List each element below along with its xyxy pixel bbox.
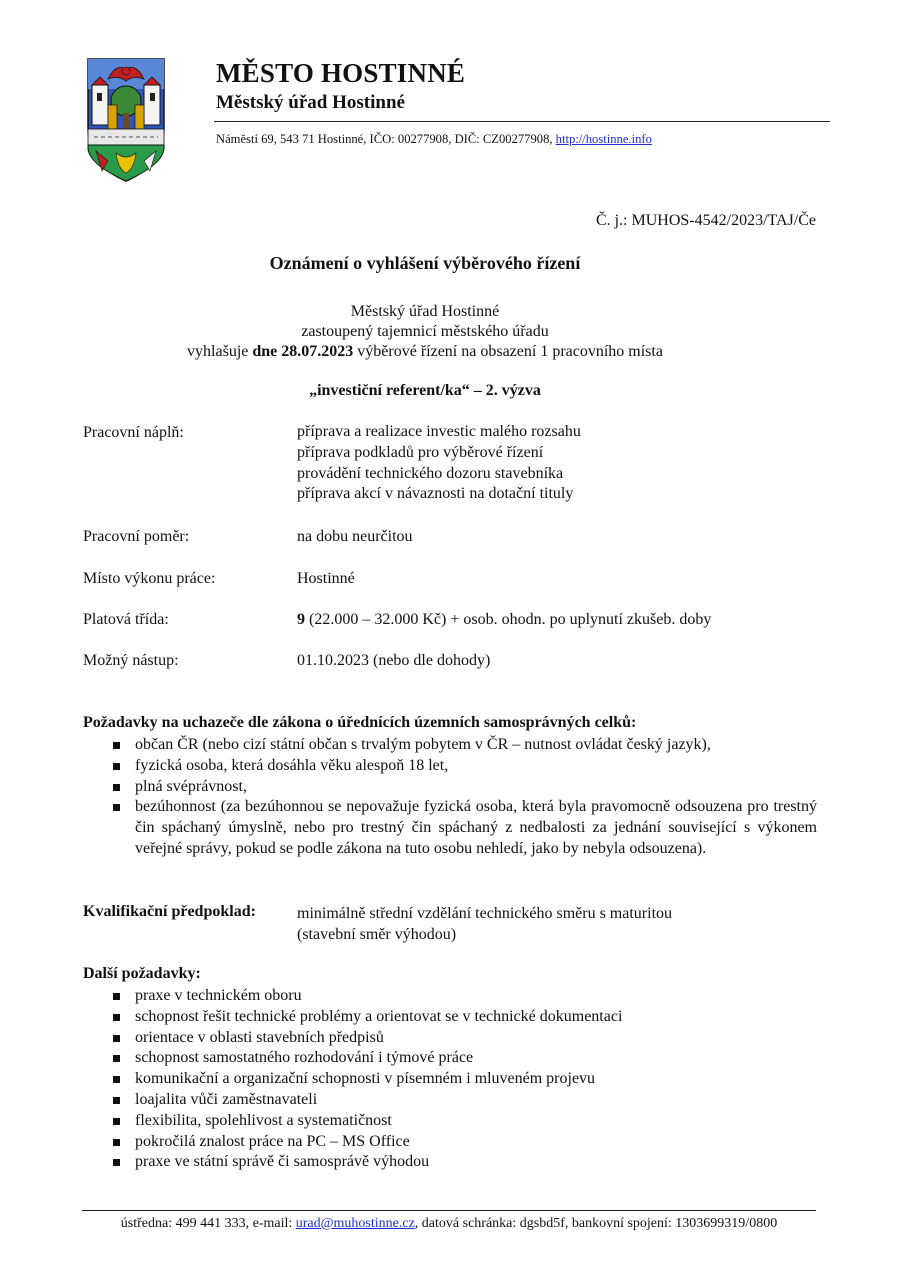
intro-line-3 [0,342,850,362]
reference-number: Č. j.: MUHOS-4542/2023/TAJ/Če [595,212,816,229]
intro-line-1: Městský úřad Hostinné [350,303,500,320]
footer-divider [82,1210,816,1211]
footer-details: , datová schránka: dgsbd5f, bankovní spojení: 1303699319/0800 [414,1216,778,1231]
list-item: orientace v oblasti stavebních předpisů [83,1028,817,1049]
employment-label: Pracovní poměr: [83,528,190,545]
duties-label: Pracovní náplň: [83,424,184,441]
list-item: schopnost řešit technické problémy a orientovat se v technické dokumentaci [83,1007,817,1028]
place-label: Místo výkonu práce: [83,570,216,587]
duty-item: příprava akcí v návaznosti na dotační tituly [297,485,574,503]
list-item: bezúhonnost (za bezúhonnou se nepovažuje fyzická osoba, která byla pravomocně odsouzena pro trestný čin spáchaný úmyslně, nebo pro trestný čin spáchaný z nedbalosti za jednání související s výkonem veřejné správy, pokud se podle zákona na tuto osobu nehledí, jako by nebyla odsouzena). [83,797,817,859]
qualification-label: Kvalifikační předpoklad: [83,903,256,920]
coat-of-arms-icon [86,57,166,183]
salary-class: 9 [297,611,305,628]
office-name: Městský úřad Hostinné [216,92,405,113]
office-address [216,132,652,147]
list-item: občan ČR (nebo cizí státní občan s trvalým pobytem v ČR – nutnost ovládat český jazyk), [83,735,817,756]
list-item: praxe v technickém oboru [83,986,817,1007]
list-item: komunikační a organizační schopnosti v písemném i mluveném projevu [83,1069,817,1090]
intro-line-3-pre: vyhlašuje [187,343,253,360]
address-text: Náměstí 69, 543 71 Hostinné, IČO: 00277908, DIČ: CZ00277908, [216,132,556,146]
duty-item: provádění technického dozoru stavebníka [297,464,564,482]
qualification-line-2: (stavební směr výhodou) [297,926,457,943]
salary-value [297,610,711,631]
duties-list [297,422,581,505]
list-item: plná svéprávnost, [83,777,817,798]
list-item: schopnost samostatného rozhodování i týmové práce [83,1048,817,1069]
list-item: pokročilá znalost práce na PC – MS Office [83,1132,817,1153]
footer-contact [82,1216,816,1232]
other-requirements-heading: Další požadavky: [83,965,201,982]
duty-item: příprava podkladů pro výběrové řízení [297,443,544,461]
city-name: MĚSTO HOSTINNÉ [216,58,466,88]
employment-value: na dobu neurčitou [297,528,413,545]
list-item: praxe ve státní správě či samosprávě výhodou [83,1152,817,1173]
duty-item: příprava a realizace investic malého rozsahu [297,423,581,440]
qualification-value [297,903,672,945]
header-divider [214,121,830,122]
start-label: Možný nástup: [83,652,179,669]
requirements-heading: Požadavky na uchazeče dle zákona o úřednících územních samosprávných celků: [83,714,637,731]
document-title: Oznámení o vyhlášení výběrového řízení [269,253,581,273]
requirements-list [83,735,817,860]
intro-line-3-post: výběrové řízení na obsazení 1 pracovního místa [353,343,663,360]
salary-label: Platová třída: [83,611,169,628]
intro-line-2: zastoupený tajemnicí městského úřadu [301,323,549,340]
qualification-line-1: minimálně střední vzdělání technického směru s maturitou [297,905,673,922]
list-item: loajalita vůči zaměstnavateli [83,1090,817,1111]
intro-block [0,302,850,362]
email-link[interactable]: urad@muhostinne.cz [295,1216,415,1231]
website-link[interactable]: http://hostinne.info [555,132,652,146]
start-value: 01.10.2023 (nebo dle dohody) [297,652,491,669]
list-item: flexibilita, spolehlivost a systematičnost [83,1111,817,1132]
announcement-date: dne 28.07.2023 [252,343,354,360]
place-value: Hostinné [297,570,355,587]
position-title: „investiční referent/ka“ – 2. výzva [309,382,541,399]
list-item: fyzická osoba, která dosáhla věku alespoň 18 let, [83,756,817,777]
salary-range: (22.000 – 32.000 Kč) + osob. ohodn. po uplynutí zkušeb. doby [305,611,712,628]
other-requirements-list [83,986,817,1173]
footer-phone: ústředna: 499 441 333, e-mail: [120,1216,296,1231]
